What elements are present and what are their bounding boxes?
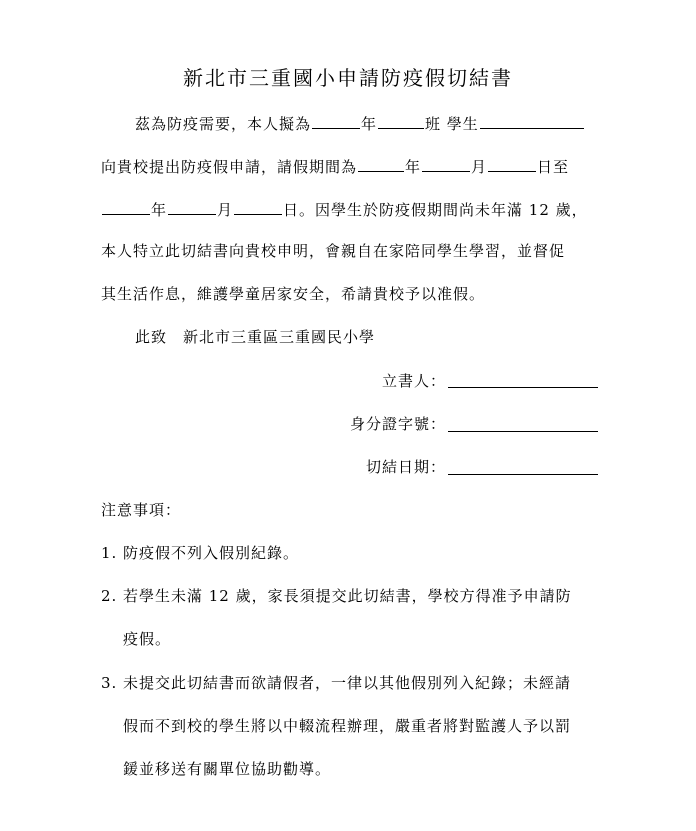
body-text: 班 學生: [425, 115, 479, 133]
note-item-2-cont: 疫假。: [123, 630, 172, 648]
note-number: 3.: [101, 674, 118, 692]
start-day-blank[interactable]: [488, 155, 536, 172]
student-name-blank[interactable]: [480, 112, 584, 129]
note-item-2: [101, 586, 572, 606]
body-text: 日。因學生於防疫假期間尚未年滿 12 歲，: [283, 201, 588, 219]
grade-blank[interactable]: [312, 112, 360, 129]
end-day-blank[interactable]: [234, 198, 282, 215]
note-number: 2.: [101, 587, 118, 605]
id-number-line[interactable]: [448, 431, 598, 432]
body-text: 年: [151, 201, 168, 219]
start-month-blank[interactable]: [422, 155, 470, 172]
body-text: 月: [217, 201, 234, 219]
note-text: 未提交此切結書而欲請假者，一律以其他假別列入紀錄；未經請: [123, 674, 572, 692]
end-year-blank[interactable]: [102, 198, 150, 215]
body-text: 年: [405, 158, 422, 176]
body-text: 向貴校提出防疫假申請，請假期間為: [101, 158, 358, 176]
signer-line[interactable]: [448, 387, 598, 388]
note-number: 1.: [101, 544, 118, 562]
notes-heading: 注意事項：: [101, 501, 182, 519]
body-line-4: 本人特立此切結書向貴校申明，會親自在家陪同學生學習，並督促: [101, 242, 566, 260]
addressee-line: 此致 新北市三重區三重國民小學: [135, 328, 376, 346]
note-text: 若學生未滿 12 歲，家長須提交此切結書，學校方得准予申請防: [123, 587, 572, 605]
date-label: 切結日期：: [365, 458, 446, 476]
document-title: 新北市三重國小申請防疫假切結書: [183, 66, 513, 90]
body-line-3: [101, 198, 588, 220]
body-line-2: [101, 155, 569, 177]
body-line-1: [135, 112, 585, 134]
note-text: 防疫假不列入假別紀錄。: [123, 544, 300, 562]
body-text: 茲為防疫需要，本人擬為: [135, 115, 312, 133]
note-item-1: [101, 543, 299, 563]
id-number-label: 身分證字號：: [349, 415, 446, 433]
note-item-3-cont-2: 鍰並移送有關單位協助勸導。: [123, 760, 332, 778]
end-month-blank[interactable]: [168, 198, 216, 215]
signer-label: 立書人：: [381, 372, 446, 390]
start-year-blank[interactable]: [358, 155, 404, 172]
body-text: 日至: [537, 158, 570, 176]
body-line-5: 其生活作息，維護學童居家安全，希請貴校予以准假。: [101, 285, 486, 303]
note-item-3-cont-1: 假而不到校的學生將以中輟流程辦理，嚴重者將對監護人予以罰: [123, 717, 572, 735]
body-text: 年: [361, 115, 378, 133]
class-blank[interactable]: [378, 112, 424, 129]
date-line[interactable]: [448, 474, 598, 475]
body-text: 月: [471, 158, 488, 176]
note-item-3: [101, 673, 571, 693]
